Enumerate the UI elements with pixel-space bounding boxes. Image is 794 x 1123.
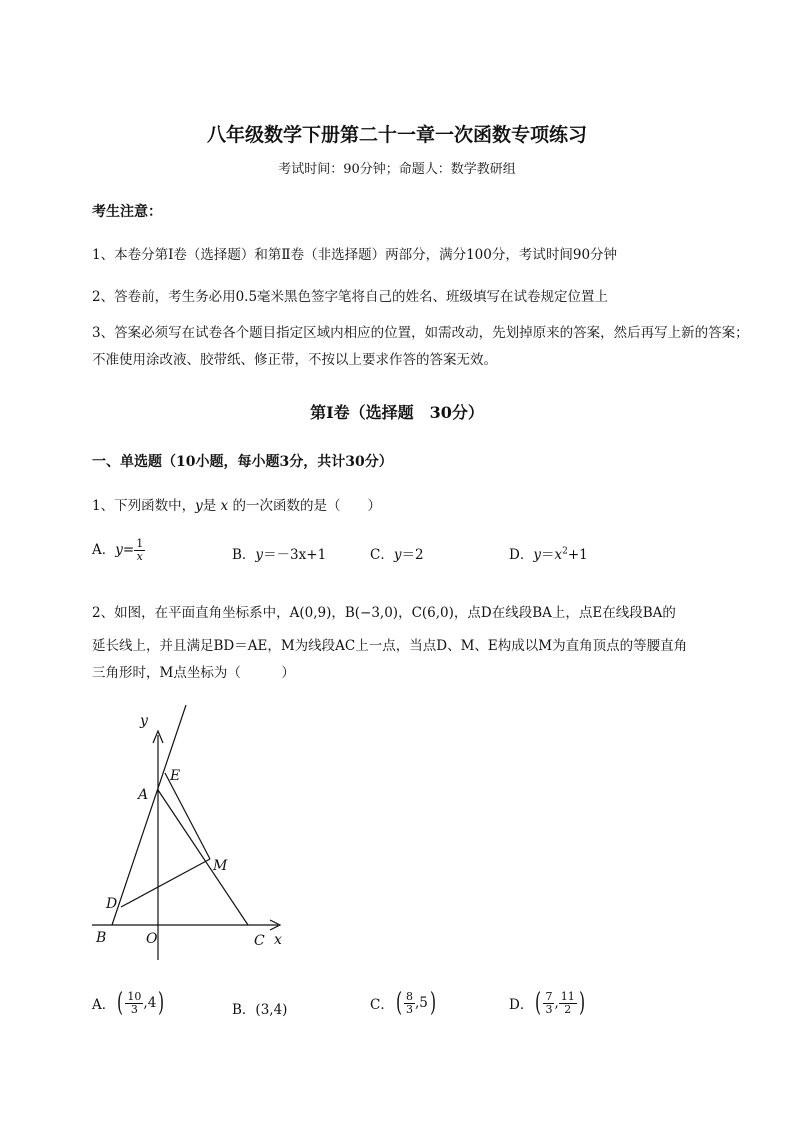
label-x: x [274,932,282,948]
notice-item-3: 3、答案必须写在试卷各个题目指定区域内相应的位置，如需改动，先划掉原来的答案，然后再写上新的答案；不准使用涂改液、胶带纸、修正带，不按以上要求作答的答案无效。 [92,325,749,368]
q1-option-a[interactable]: A．y= $\frac{1}{x}$ [92,537,144,563]
q1-option-b[interactable]: B．y＝－3x+1 [232,547,327,563]
label-b: B [96,930,107,946]
label-e: E [170,768,181,784]
segment-ac [158,790,248,925]
label-y: y [140,713,148,729]
notice-item-1: 1、本卷分第I卷（选择题）和第Ⅱ卷（非选择题）两部分，满分100分，考试时间90分钟 [92,247,618,263]
q2-option-a[interactable]: A．( $\frac{10}{3}$ ,4) [92,988,165,1018]
section-heading: 第I卷（选择题 30分） [310,403,484,422]
question-2-line-1: 2、如图，在平面直角坐标系中，A(0,9)，B(−3,0)，C(6,0)，点D在线段BA上，点E在线段BA的 [92,605,676,621]
notice-heading: 考生注意： [92,204,162,220]
notice-item-2: 2、答卷前，考生务必用0.5毫米黑色签字笔将自己的姓名、班级填写在试卷规定位置上 [92,289,609,305]
part-heading: 一、单选题（10小题，每小题3分，共计30分） [92,454,393,470]
label-o: O [146,931,158,947]
q2-option-b[interactable]: B．(3,4) [232,1002,288,1018]
label-a: A [138,787,149,803]
coordinate-figure [88,705,298,965]
q1-option-d[interactable]: D．$y=x^2+1$ [509,546,588,563]
question-2-line-2: 延长线上，并且满足BD＝AE，M为线段AC上一点，当点D、M、E构成以M为直角顶点的等腰直角 [92,638,688,654]
q1-option-c[interactable]: C．y＝2 [370,547,424,563]
label-m: M [213,858,228,874]
exam-info: 考试时间：90分钟；命题人：数学教研组 [278,162,516,177]
question-2-line-3: 三角形时，M点坐标为（ ） [92,665,295,681]
segment-dm [121,859,210,907]
label-c: C [254,933,265,949]
q2-option-d[interactable]: D．( $\frac{7}{3}$ , $\frac{11}{2}$ ) [509,988,585,1018]
q2-option-c[interactable]: C．( $\frac{8}{3}$ ,5) [370,988,437,1018]
question-1: 1、下列函数中，y是 x 的一次函数的是（ ） [92,498,381,514]
segment-em [165,773,210,859]
label-d: D [106,896,118,912]
page-title: 八年级数学下册第二十一章一次函数专项练习 [206,124,587,146]
